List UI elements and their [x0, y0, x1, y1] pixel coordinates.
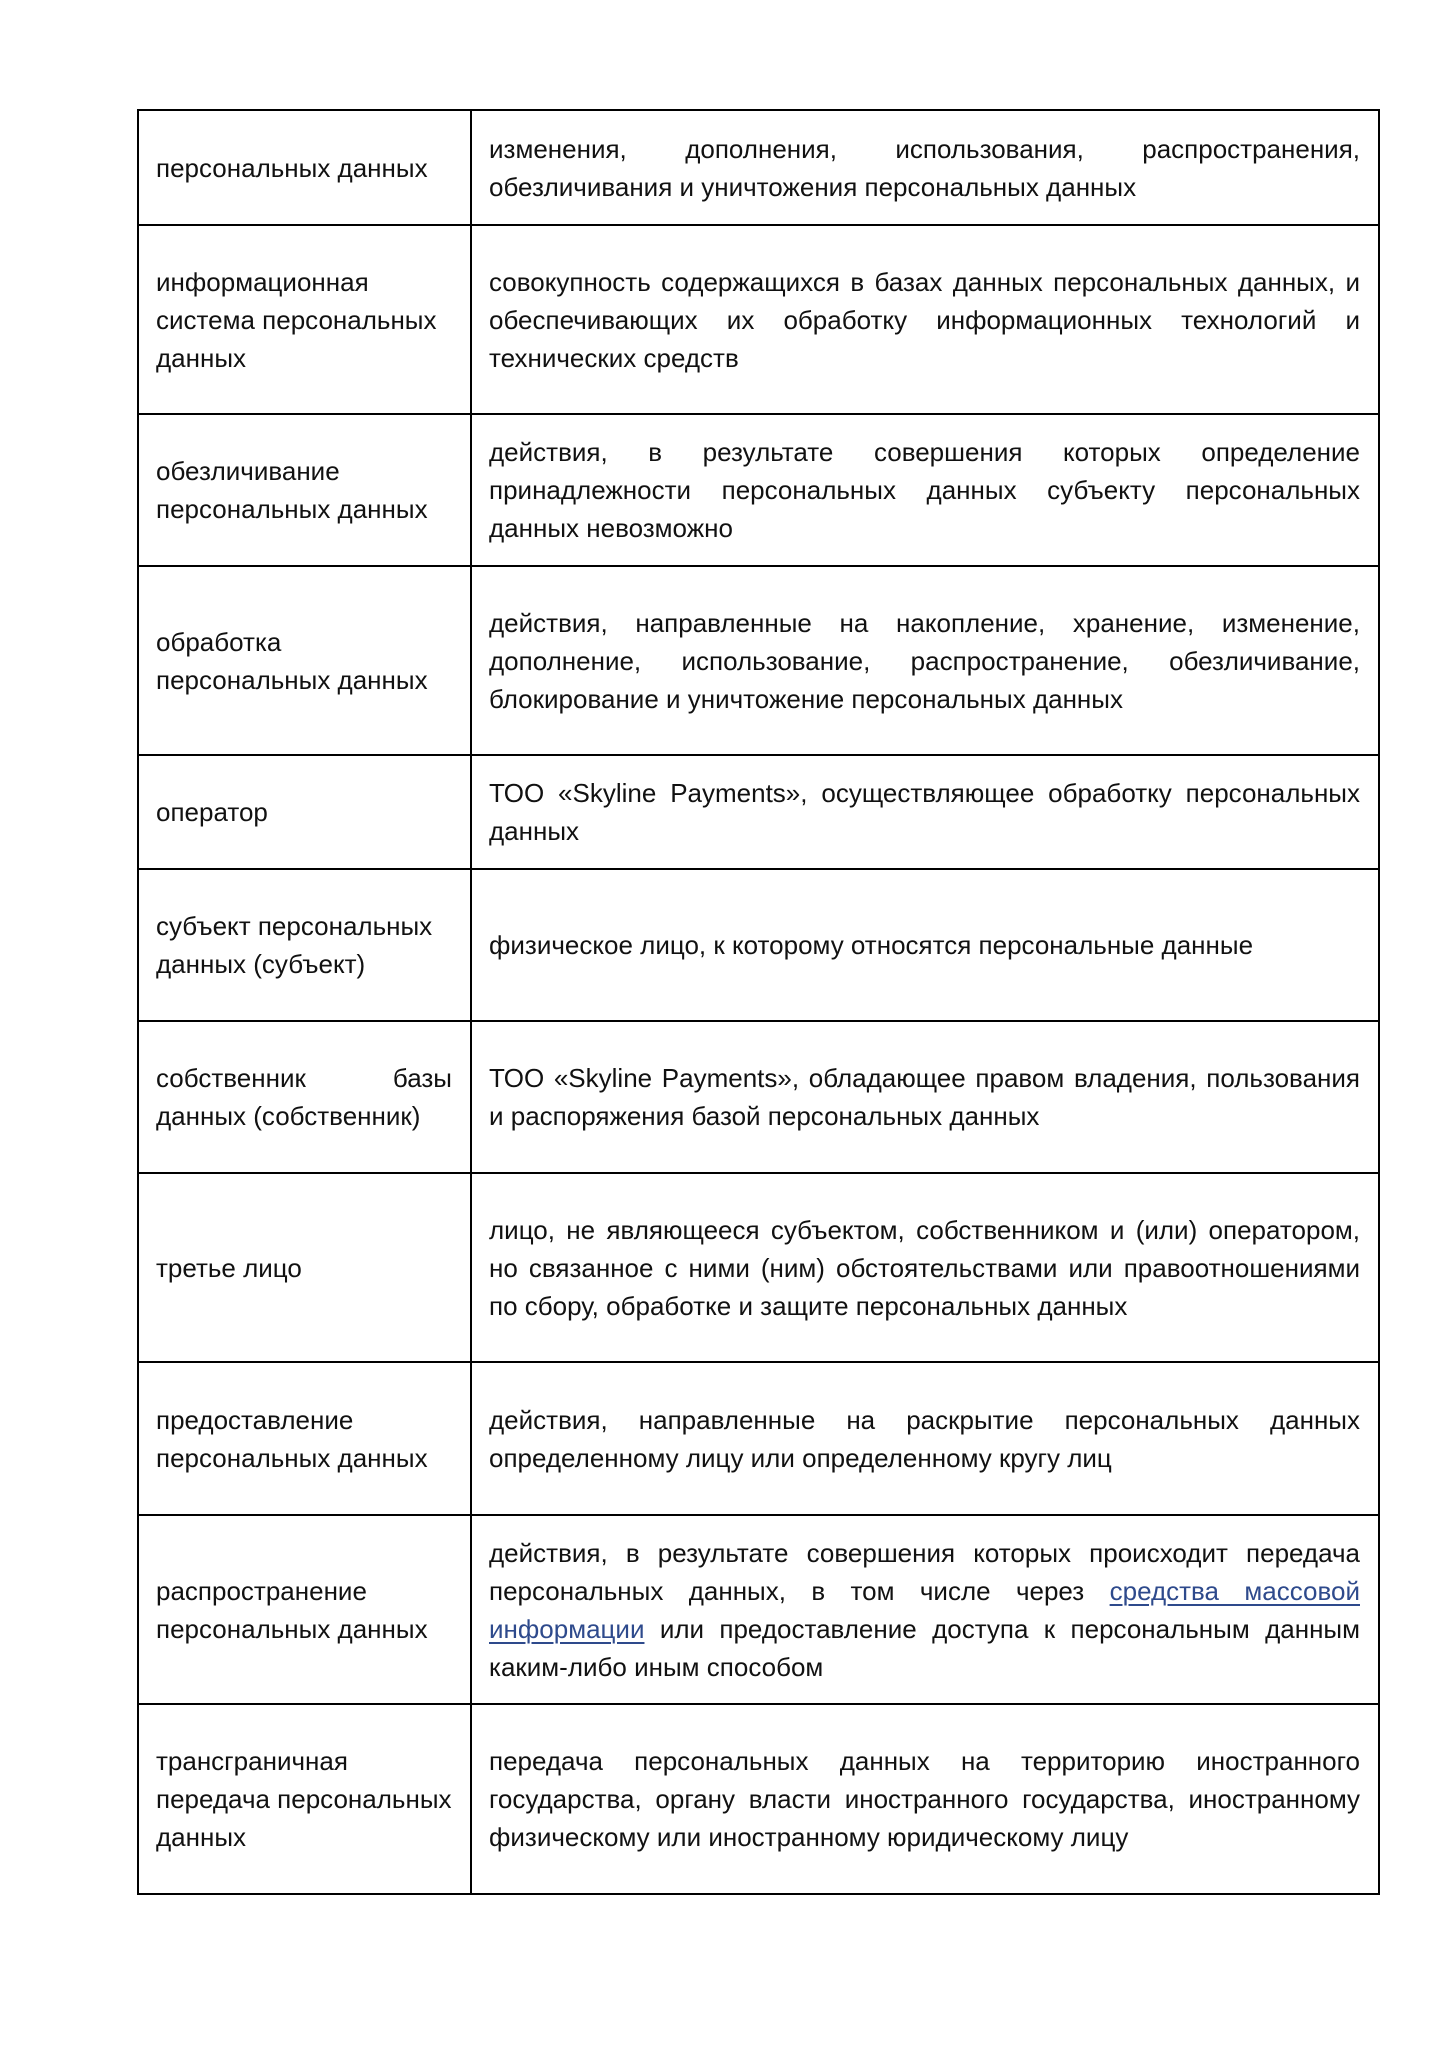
term-cell: предоставление персональных данных	[138, 1362, 471, 1515]
term-cell: обезличивание персональных данных	[138, 414, 471, 566]
term-cell: субъект персональных данных (субъект)	[138, 869, 471, 1021]
term-cell: обработка персональных данных	[138, 566, 471, 755]
definition-cell: физическое лицо, к которому относятся персональные данные	[471, 869, 1379, 1021]
table-row	[138, 414, 1379, 566]
table-row	[138, 1021, 1379, 1173]
term-cell: собственник базы данных (собственник)	[138, 1021, 471, 1173]
term-cell: оператор	[138, 755, 471, 869]
table-row	[138, 869, 1379, 1021]
definition-cell: лицо, не являющееся субъектом, собственником и (или) оператором, но связанное с ними (ним) обстоятельствами или правоотношениями по сбору, обработке и защите персональных данных	[471, 1173, 1379, 1362]
table-row	[138, 566, 1379, 755]
definition-cell: изменения, дополнения, использования, распространения, обезличивания и уничтожения персональных данных	[471, 110, 1379, 225]
term-cell: информационная система персональных данных	[138, 225, 471, 414]
term-cell: третье лицо	[138, 1173, 471, 1362]
term-cell: распространение персональных данных	[138, 1515, 471, 1704]
table-row	[138, 225, 1379, 414]
definition-cell: совокупность содержащихся в базах данных персональных данных, и обеспечивающих их обработку информационных технологий и технических средств	[471, 225, 1379, 414]
definition-cell: действия, направленные на накопление, хранение, изменение, дополнение, использование, распространение, обезличивание, блокирование и уничтожение персональных данных	[471, 566, 1379, 755]
term-cell: персональных данных	[138, 110, 471, 225]
table-row	[138, 1704, 1379, 1894]
definition-cell	[471, 1515, 1379, 1704]
definition-cell: действия, в результате совершения которых определение принадлежности персональных данных субъекту персональных данных невозможно	[471, 414, 1379, 566]
definition-cell: ТОО «Skyline Payments», осуществляющее обработку персональных данных	[471, 755, 1379, 869]
definition-cell: передача персональных данных на территорию иностранного государства, органу власти иностранного государства, иностранному физическому или иностранному юридическому лицу	[471, 1704, 1379, 1894]
definition-text: действия, в результате совершения которых происходит передача персональных данных, в том числе через	[489, 1537, 1360, 1606]
table-row	[138, 1515, 1379, 1704]
table-row	[138, 1173, 1379, 1362]
definition-cell: ТОО «Skyline Payments», обладающее правом владения, пользования и распоряжения базой персональных данных	[471, 1021, 1379, 1173]
table-row	[138, 110, 1379, 225]
term-cell: трансграничная передача персональных данных	[138, 1704, 471, 1894]
table-row	[138, 1362, 1379, 1515]
definitions-table	[137, 109, 1380, 1895]
table-row	[138, 755, 1379, 869]
definition-cell: действия, направленные на раскрытие персональных данных определенному лицу или определенному кругу лиц	[471, 1362, 1379, 1515]
mass-media-link[interactable]: средства массовой информации	[489, 1575, 1360, 1644]
definition-text: или предоставление доступа к персональным данным каким-либо иным способом	[489, 1613, 1360, 1682]
